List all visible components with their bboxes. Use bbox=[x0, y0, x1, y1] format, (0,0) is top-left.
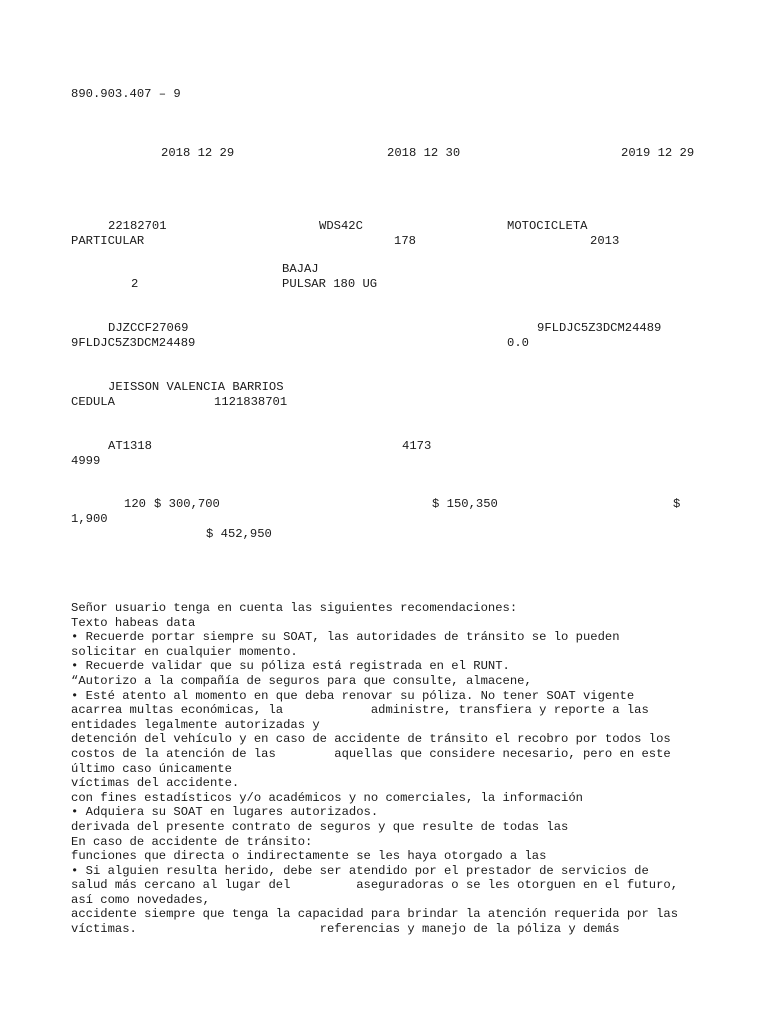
recommendation-line: • Recuerde portar siempre su SOAT, las autoridades de tránsito se lo pueden bbox=[71, 630, 620, 645]
recommendation-line: último caso únicamente bbox=[71, 761, 232, 776]
vehicle-line: PULSAR 180 UG bbox=[282, 277, 378, 291]
vehicle-class: MOTOCICLETA bbox=[507, 219, 588, 233]
recommendation-line: entidades legalmente autorizadas y bbox=[71, 717, 320, 732]
policy-number-b: 4999 bbox=[71, 454, 101, 468]
recommendation-line: víctimas del accidente. bbox=[71, 776, 240, 791]
premium-value: $ 300,700 bbox=[154, 497, 220, 511]
nit-number: 890.903.407 – 9 bbox=[71, 87, 181, 101]
recommendation-line: derivada del presente contrato de seguros y que resulte de todas las bbox=[71, 819, 569, 834]
vehicle-model-year: 2013 bbox=[590, 234, 620, 248]
engine-number: DJZCCF27069 bbox=[108, 321, 189, 335]
holder-id-number: 1121838701 bbox=[214, 395, 288, 409]
recommendation-line: Señor usuario tenga en cuenta las siguientes recomendaciones: bbox=[71, 601, 518, 615]
recommendation-line: acarrea multas económicas, la administre, transfiera y reporte a las bbox=[71, 703, 649, 718]
vehicle-brand: BAJAJ bbox=[282, 262, 319, 276]
end-date: 2019 12 29 bbox=[621, 146, 695, 160]
expedition-date: 2018 12 29 bbox=[161, 146, 235, 160]
vehicle-plate: WDS42C bbox=[319, 219, 363, 233]
recommendation-line: salud más cercano al lugar del aseguradoras o se les otorguen en el futuro, bbox=[71, 878, 679, 893]
vehicle-cylinder: 178 bbox=[394, 234, 416, 248]
holder-id-type: CEDULA bbox=[71, 395, 115, 409]
recommendations-block bbox=[71, 601, 678, 937]
recommendation-line: víctimas. referencias y manejo de la póliza y demás bbox=[71, 922, 620, 937]
vehicle-service: PARTICULAR bbox=[71, 234, 145, 248]
total-value: $ 452,950 bbox=[206, 527, 272, 541]
chassis-number: 9FLDJC5Z3DCM24489 bbox=[71, 336, 196, 350]
runt-currency-symbol: $ bbox=[673, 497, 681, 511]
holder-name: JEISSON VALENCIA BARRIOS bbox=[108, 380, 284, 394]
recommendation-line: En caso de accidente de tránsito: bbox=[71, 834, 313, 849]
vehicle-tonnage: 0.0 bbox=[507, 336, 529, 350]
recommendation-line: con fines estadísticos y/o académicos y no comerciales, la información bbox=[71, 790, 583, 805]
recommendation-line: solicitar en cualquier momento. bbox=[71, 644, 298, 659]
recommendation-line: • Si alguien resulta herido, debe ser atendido por el prestador de servicios de bbox=[71, 863, 649, 878]
recommendation-line: • Adquiera su SOAT en lugares autorizados. bbox=[71, 805, 379, 820]
recommendation-line: accidente siempre que tenga la capacidad para brindar la atención requerida por las bbox=[71, 907, 679, 922]
recommendation-line: • Esté atento al momento en que deba renovar su póliza. No tener SOAT vigente bbox=[71, 688, 635, 703]
recommendation-line: “Autorizo a la compañía de seguros para que consulte, almacene, bbox=[71, 673, 532, 688]
recommendation-line: detención del vehículo y en caso de accidente de tránsito el recobro por todos los bbox=[71, 732, 671, 747]
runt-value: 1,900 bbox=[71, 512, 108, 526]
recommendation-line: así como novedades, bbox=[71, 892, 210, 907]
start-date: 2018 12 30 bbox=[387, 146, 461, 160]
rate-code: 120 bbox=[124, 497, 146, 511]
vehicle-passengers: 2 bbox=[131, 277, 139, 291]
recommendation-line: funciones que directa o indirectamente se les haya otorgado a las bbox=[71, 849, 547, 864]
recommendation-line: Texto habeas data bbox=[71, 615, 196, 630]
recommendation-line: • Recuerde validar que su póliza está registrada en el RUNT. bbox=[71, 659, 510, 674]
vehicle-code: 22182701 bbox=[108, 219, 167, 233]
policy-code: AT1318 bbox=[108, 439, 152, 453]
policy-number-a: 4173 bbox=[402, 439, 432, 453]
vin-number: 9FLDJC5Z3DCM24489 bbox=[537, 321, 662, 335]
recommendation-line: costos de la atención de las aquellas que considere necesario, pero en este bbox=[71, 746, 671, 761]
contribution-value: $ 150,350 bbox=[432, 497, 498, 511]
